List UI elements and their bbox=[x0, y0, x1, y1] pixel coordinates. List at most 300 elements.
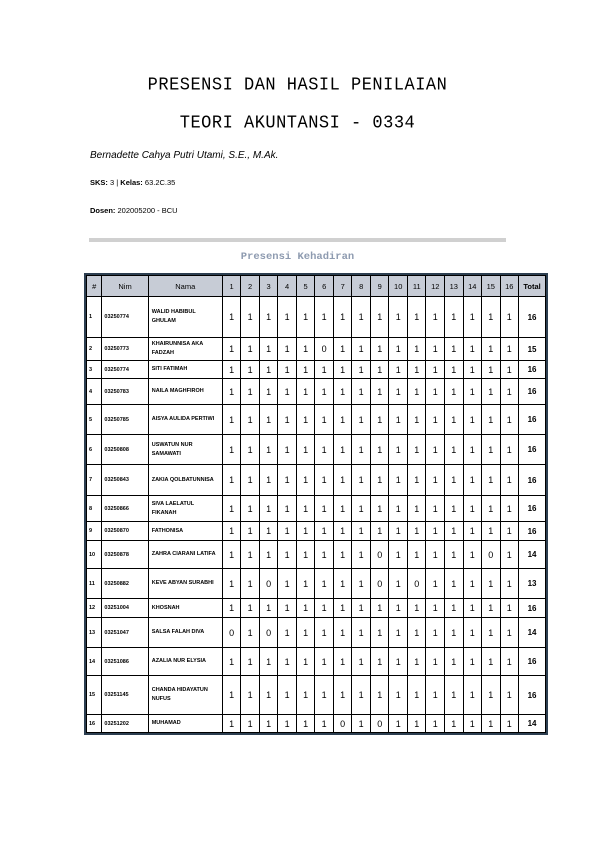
attendance-cell: 1 bbox=[426, 297, 445, 338]
attendance-cell: 1 bbox=[482, 435, 501, 465]
attendance-cell: 1 bbox=[445, 618, 464, 648]
attendance-cell: 1 bbox=[426, 618, 445, 648]
table-row bbox=[87, 297, 546, 338]
attendance-cell: 1 bbox=[352, 361, 371, 379]
column-header: 2 bbox=[241, 276, 260, 297]
attendance-cell: 1 bbox=[278, 541, 297, 569]
attendance-cell: 1 bbox=[407, 405, 426, 435]
attendance-total: 16 bbox=[519, 496, 546, 522]
attendance-cell: 1 bbox=[389, 338, 408, 361]
attendance-cell: 1 bbox=[482, 648, 501, 676]
table-header-row bbox=[87, 276, 546, 297]
attendance-cell: 0 bbox=[259, 569, 278, 599]
attendance-cell: 1 bbox=[370, 405, 389, 435]
attendance-total: 16 bbox=[519, 465, 546, 496]
attendance-cell: 1 bbox=[407, 435, 426, 465]
student-name: AISYA AULIDA PERTIWI bbox=[148, 405, 222, 435]
attendance-cell: 1 bbox=[426, 361, 445, 379]
attendance-cell: 1 bbox=[259, 715, 278, 733]
attendance-cell: 1 bbox=[352, 465, 371, 496]
student-nim: 03250808 bbox=[102, 435, 148, 465]
student-name: WALID HABIBUL GHULAM bbox=[148, 297, 222, 338]
attendance-cell: 1 bbox=[296, 599, 315, 618]
attendance-cell: 1 bbox=[500, 338, 519, 361]
row-number: 3 bbox=[87, 361, 102, 379]
attendance-total: 14 bbox=[519, 715, 546, 733]
attendance-cell: 1 bbox=[407, 361, 426, 379]
attendance-cell: 1 bbox=[278, 435, 297, 465]
attendance-cell: 1 bbox=[500, 522, 519, 541]
column-header: Nama bbox=[148, 276, 222, 297]
attendance-cell: 1 bbox=[278, 405, 297, 435]
column-header: 15 bbox=[482, 276, 501, 297]
attendance-cell: 1 bbox=[333, 338, 352, 361]
attendance-cell: 1 bbox=[389, 297, 408, 338]
attendance-cell: 1 bbox=[500, 541, 519, 569]
attendance-cell: 1 bbox=[315, 599, 334, 618]
attendance-cell: 1 bbox=[333, 435, 352, 465]
table-row bbox=[87, 496, 546, 522]
attendance-cell: 0 bbox=[407, 569, 426, 599]
attendance-cell: 1 bbox=[445, 405, 464, 435]
attendance-cell: 1 bbox=[222, 338, 241, 361]
attendance-cell: 1 bbox=[296, 522, 315, 541]
attendance-cell: 1 bbox=[315, 676, 334, 715]
attendance-cell: 1 bbox=[259, 599, 278, 618]
dosen-info bbox=[90, 206, 178, 215]
attendance-cell: 1 bbox=[500, 569, 519, 599]
attendance-cell: 1 bbox=[463, 405, 482, 435]
attendance-cell: 1 bbox=[222, 435, 241, 465]
attendance-cell: 1 bbox=[389, 435, 408, 465]
attendance-cell: 1 bbox=[389, 496, 408, 522]
attendance-cell: 1 bbox=[352, 338, 371, 361]
column-header: Total bbox=[519, 276, 546, 297]
attendance-cell: 1 bbox=[352, 297, 371, 338]
attendance-cell: 1 bbox=[500, 297, 519, 338]
attendance-cell: 1 bbox=[296, 297, 315, 338]
attendance-cell: 1 bbox=[500, 465, 519, 496]
attendance-cell: 1 bbox=[463, 379, 482, 405]
attendance-cell: 1 bbox=[222, 297, 241, 338]
column-header: 14 bbox=[463, 276, 482, 297]
attendance-cell: 1 bbox=[407, 648, 426, 676]
attendance-cell: 1 bbox=[426, 338, 445, 361]
attendance-cell: 1 bbox=[407, 715, 426, 733]
attendance-cell: 1 bbox=[315, 715, 334, 733]
attendance-cell: 1 bbox=[463, 435, 482, 465]
student-nim: 03250882 bbox=[102, 569, 148, 599]
attendance-cell: 1 bbox=[296, 338, 315, 361]
attendance-cell: 1 bbox=[259, 648, 278, 676]
row-number: 12 bbox=[87, 599, 102, 618]
attendance-cell: 1 bbox=[463, 569, 482, 599]
attendance-cell: 1 bbox=[445, 496, 464, 522]
attendance-cell: 1 bbox=[333, 361, 352, 379]
attendance-cell: 1 bbox=[426, 435, 445, 465]
attendance-cell: 1 bbox=[482, 599, 501, 618]
attendance-cell: 1 bbox=[296, 715, 315, 733]
student-name: MUHAMAD bbox=[148, 715, 222, 733]
attendance-cell: 1 bbox=[222, 522, 241, 541]
attendance-cell: 1 bbox=[222, 599, 241, 618]
column-header: 6 bbox=[315, 276, 334, 297]
attendance-total: 16 bbox=[519, 405, 546, 435]
student-name: CHANDA HIDAYATUN NUFUS bbox=[148, 676, 222, 715]
column-header: Nim bbox=[102, 276, 148, 297]
attendance-cell: 1 bbox=[333, 465, 352, 496]
attendance-cell: 1 bbox=[278, 599, 297, 618]
attendance-cell: 1 bbox=[445, 569, 464, 599]
attendance-cell: 1 bbox=[352, 676, 371, 715]
attendance-cell: 1 bbox=[370, 496, 389, 522]
attendance-cell: 1 bbox=[241, 465, 260, 496]
attendance-cell: 1 bbox=[333, 496, 352, 522]
attendance-cell: 1 bbox=[426, 676, 445, 715]
attendance-cell: 1 bbox=[296, 405, 315, 435]
attendance-cell: 1 bbox=[259, 338, 278, 361]
attendance-cell: 1 bbox=[222, 676, 241, 715]
attendance-cell: 1 bbox=[389, 361, 408, 379]
attendance-cell: 1 bbox=[315, 465, 334, 496]
attendance-cell: 1 bbox=[370, 435, 389, 465]
attendance-cell: 1 bbox=[278, 676, 297, 715]
attendance-cell: 1 bbox=[463, 297, 482, 338]
attendance-cell: 1 bbox=[278, 715, 297, 733]
attendance-cell: 1 bbox=[407, 338, 426, 361]
attendance-cell: 1 bbox=[241, 338, 260, 361]
attendance-cell: 1 bbox=[222, 379, 241, 405]
table-row bbox=[87, 676, 546, 715]
attendance-cell: 0 bbox=[370, 569, 389, 599]
attendance-cell: 1 bbox=[445, 338, 464, 361]
attendance-cell: 1 bbox=[241, 405, 260, 435]
student-nim: 03250774 bbox=[102, 361, 148, 379]
attendance-cell: 1 bbox=[389, 676, 408, 715]
student-nim: 03251004 bbox=[102, 599, 148, 618]
attendance-cell: 1 bbox=[296, 569, 315, 599]
attendance-cell: 1 bbox=[278, 648, 297, 676]
attendance-cell: 1 bbox=[370, 599, 389, 618]
attendance-cell: 1 bbox=[278, 618, 297, 648]
attendance-cell: 1 bbox=[370, 379, 389, 405]
column-header: 9 bbox=[370, 276, 389, 297]
attendance-cell: 1 bbox=[278, 465, 297, 496]
attendance-cell: 1 bbox=[500, 361, 519, 379]
attendance-cell: 1 bbox=[426, 569, 445, 599]
attendance-cell: 1 bbox=[445, 361, 464, 379]
student-name: KEVE ABYAN SURABHI bbox=[148, 569, 222, 599]
table-row bbox=[87, 541, 546, 569]
attendance-cell: 1 bbox=[296, 379, 315, 405]
attendance-cell: 1 bbox=[352, 435, 371, 465]
attendance-cell: 1 bbox=[407, 379, 426, 405]
attendance-total: 14 bbox=[519, 541, 546, 569]
attendance-cell: 1 bbox=[259, 379, 278, 405]
attendance-cell: 1 bbox=[352, 522, 371, 541]
attendance-cell: 1 bbox=[333, 522, 352, 541]
attendance-cell: 1 bbox=[463, 496, 482, 522]
student-name: KHOSNAH bbox=[148, 599, 222, 618]
attendance-cell: 1 bbox=[222, 648, 241, 676]
student-nim: 03250843 bbox=[102, 465, 148, 496]
attendance-cell: 1 bbox=[482, 465, 501, 496]
attendance-cell: 1 bbox=[407, 541, 426, 569]
attendance-cell: 1 bbox=[333, 541, 352, 569]
attendance-cell: 1 bbox=[463, 618, 482, 648]
dosen-label: Dosen: bbox=[90, 206, 116, 215]
row-number: 8 bbox=[87, 496, 102, 522]
attendance-cell: 1 bbox=[482, 338, 501, 361]
column-header: 4 bbox=[278, 276, 297, 297]
divider bbox=[89, 238, 506, 242]
attendance-cell: 1 bbox=[296, 648, 315, 676]
attendance-cell: 1 bbox=[445, 541, 464, 569]
student-name: USWATUN NUR SAMAWATI bbox=[148, 435, 222, 465]
attendance-cell: 1 bbox=[296, 465, 315, 496]
attendance-total: 16 bbox=[519, 648, 546, 676]
attendance-cell: 1 bbox=[426, 599, 445, 618]
dosen-value: 202005200 - BCU bbox=[115, 206, 178, 215]
attendance-cell: 1 bbox=[352, 618, 371, 648]
table-row bbox=[87, 435, 546, 465]
attendance-cell: 0 bbox=[259, 618, 278, 648]
attendance-cell: 1 bbox=[370, 618, 389, 648]
attendance-cell: 1 bbox=[259, 522, 278, 541]
attendance-cell: 1 bbox=[445, 715, 464, 733]
attendance-cell: 1 bbox=[296, 541, 315, 569]
attendance-cell: 1 bbox=[241, 648, 260, 676]
attendance-cell: 0 bbox=[482, 541, 501, 569]
attendance-cell: 1 bbox=[333, 648, 352, 676]
attendance-cell: 1 bbox=[482, 405, 501, 435]
student-nim: 03250878 bbox=[102, 541, 148, 569]
attendance-cell: 1 bbox=[370, 648, 389, 676]
attendance-cell: 1 bbox=[370, 297, 389, 338]
attendance-cell: 1 bbox=[333, 618, 352, 648]
column-header: # bbox=[87, 276, 102, 297]
row-number: 5 bbox=[87, 405, 102, 435]
attendance-cell: 1 bbox=[315, 522, 334, 541]
attendance-cell: 1 bbox=[352, 648, 371, 676]
row-number: 2 bbox=[87, 338, 102, 361]
attendance-table bbox=[86, 275, 546, 733]
attendance-cell: 1 bbox=[296, 676, 315, 715]
attendance-cell: 1 bbox=[426, 405, 445, 435]
row-number: 7 bbox=[87, 465, 102, 496]
attendance-cell: 1 bbox=[389, 715, 408, 733]
attendance-cell: 0 bbox=[333, 715, 352, 733]
attendance-cell: 1 bbox=[296, 618, 315, 648]
attendance-cell: 1 bbox=[259, 541, 278, 569]
attendance-cell: 1 bbox=[278, 338, 297, 361]
attendance-total: 16 bbox=[519, 297, 546, 338]
attendance-cell: 1 bbox=[259, 297, 278, 338]
attendance-cell: 1 bbox=[482, 361, 501, 379]
attendance-cell: 1 bbox=[352, 715, 371, 733]
attendance-cell: 1 bbox=[445, 522, 464, 541]
course-title: TEORI AKUNTANSI - 0334 bbox=[179, 113, 416, 134]
attendance-cell: 1 bbox=[463, 361, 482, 379]
row-number: 1 bbox=[87, 297, 102, 338]
table-row bbox=[87, 405, 546, 435]
attendance-cell: 1 bbox=[222, 496, 241, 522]
student-nim: 03251047 bbox=[102, 618, 148, 648]
attendance-cell: 1 bbox=[259, 676, 278, 715]
attendance-cell: 1 bbox=[241, 618, 260, 648]
attendance-cell: 1 bbox=[241, 379, 260, 405]
attendance-cell: 1 bbox=[500, 676, 519, 715]
attendance-cell: 1 bbox=[370, 522, 389, 541]
attendance-cell: 1 bbox=[389, 569, 408, 599]
attendance-cell: 1 bbox=[315, 496, 334, 522]
attendance-cell: 1 bbox=[352, 379, 371, 405]
attendance-cell: 1 bbox=[241, 715, 260, 733]
attendance-cell: 1 bbox=[259, 405, 278, 435]
student-name: SITI FATIMAH bbox=[148, 361, 222, 379]
table-row bbox=[87, 569, 546, 599]
attendance-cell: 1 bbox=[445, 599, 464, 618]
row-number: 10 bbox=[87, 541, 102, 569]
student-name: NAILA MAGHFIROH bbox=[148, 379, 222, 405]
attendance-cell: 1 bbox=[463, 599, 482, 618]
attendance-cell: 1 bbox=[463, 715, 482, 733]
student-nim: 03250866 bbox=[102, 496, 148, 522]
attendance-cell: 0 bbox=[370, 541, 389, 569]
attendance-cell: 1 bbox=[500, 379, 519, 405]
attendance-cell: 1 bbox=[278, 379, 297, 405]
column-header: 1 bbox=[222, 276, 241, 297]
attendance-cell: 1 bbox=[296, 361, 315, 379]
attendance-cell: 1 bbox=[445, 297, 464, 338]
column-header: 5 bbox=[296, 276, 315, 297]
attendance-cell: 1 bbox=[426, 648, 445, 676]
attendance-cell: 1 bbox=[222, 361, 241, 379]
lecturer-name: Bernadette Cahya Putri Utami, S.E., M.Ak. bbox=[90, 150, 279, 161]
attendance-cell: 1 bbox=[333, 599, 352, 618]
table-row bbox=[87, 338, 546, 361]
attendance-cell: 1 bbox=[241, 541, 260, 569]
attendance-cell: 1 bbox=[315, 435, 334, 465]
attendance-cell: 1 bbox=[241, 522, 260, 541]
column-header: 3 bbox=[259, 276, 278, 297]
attendance-cell: 1 bbox=[241, 569, 260, 599]
attendance-total: 14 bbox=[519, 618, 546, 648]
attendance-cell: 1 bbox=[426, 522, 445, 541]
attendance-cell: 1 bbox=[482, 618, 501, 648]
attendance-cell: 1 bbox=[407, 522, 426, 541]
attendance-cell: 1 bbox=[241, 435, 260, 465]
student-nim: 03251086 bbox=[102, 648, 148, 676]
attendance-cell: 1 bbox=[296, 435, 315, 465]
row-number: 4 bbox=[87, 379, 102, 405]
attendance-cell: 1 bbox=[370, 465, 389, 496]
attendance-cell: 1 bbox=[463, 541, 482, 569]
attendance-cell: 1 bbox=[278, 496, 297, 522]
class-info bbox=[90, 178, 175, 187]
attendance-cell: 1 bbox=[445, 435, 464, 465]
attendance-cell: 1 bbox=[278, 569, 297, 599]
attendance-cell: 1 bbox=[352, 541, 371, 569]
attendance-cell: 1 bbox=[445, 676, 464, 715]
attendance-cell: 1 bbox=[370, 361, 389, 379]
attendance-total: 16 bbox=[519, 522, 546, 541]
attendance-cell: 1 bbox=[482, 522, 501, 541]
attendance-cell: 1 bbox=[407, 297, 426, 338]
attendance-cell: 1 bbox=[278, 361, 297, 379]
row-number: 13 bbox=[87, 618, 102, 648]
attendance-cell: 1 bbox=[259, 361, 278, 379]
column-header: 11 bbox=[407, 276, 426, 297]
row-number: 15 bbox=[87, 676, 102, 715]
attendance-cell: 1 bbox=[315, 618, 334, 648]
attendance-cell: 1 bbox=[500, 405, 519, 435]
attendance-cell: 1 bbox=[500, 435, 519, 465]
attendance-cell: 1 bbox=[463, 648, 482, 676]
attendance-cell: 1 bbox=[482, 715, 501, 733]
attendance-cell: 1 bbox=[241, 361, 260, 379]
attendance-cell: 1 bbox=[463, 338, 482, 361]
attendance-total: 16 bbox=[519, 676, 546, 715]
attendance-cell: 1 bbox=[389, 465, 408, 496]
attendance-cell: 1 bbox=[500, 648, 519, 676]
attendance-cell: 1 bbox=[426, 496, 445, 522]
attendance-cell: 1 bbox=[352, 405, 371, 435]
student-name: SIVA LAELATUL FIKANAH bbox=[148, 496, 222, 522]
column-header: 7 bbox=[333, 276, 352, 297]
attendance-cell: 1 bbox=[315, 541, 334, 569]
sks-value: 3 | bbox=[107, 178, 121, 187]
column-header: 8 bbox=[352, 276, 371, 297]
attendance-cell: 1 bbox=[482, 379, 501, 405]
attendance-cell: 1 bbox=[241, 297, 260, 338]
student-name: ZAHRA CIARANI LATIFA bbox=[148, 541, 222, 569]
table-row bbox=[87, 379, 546, 405]
attendance-cell: 1 bbox=[241, 496, 260, 522]
attendance-cell: 1 bbox=[426, 465, 445, 496]
attendance-cell: 1 bbox=[315, 405, 334, 435]
attendance-cell: 1 bbox=[278, 297, 297, 338]
attendance-total: 13 bbox=[519, 569, 546, 599]
attendance-cell: 1 bbox=[426, 541, 445, 569]
attendance-cell: 1 bbox=[482, 569, 501, 599]
student-nim: 03250773 bbox=[102, 338, 148, 361]
attendance-cell: 1 bbox=[222, 405, 241, 435]
attendance-total: 16 bbox=[519, 599, 546, 618]
attendance-cell: 0 bbox=[222, 618, 241, 648]
attendance-cell: 1 bbox=[352, 569, 371, 599]
attendance-cell: 0 bbox=[370, 715, 389, 733]
attendance-cell: 1 bbox=[482, 496, 501, 522]
attendance-cell: 1 bbox=[389, 379, 408, 405]
attendance-cell: 1 bbox=[389, 599, 408, 618]
student-nim: 03251145 bbox=[102, 676, 148, 715]
row-number: 16 bbox=[87, 715, 102, 733]
table-row bbox=[87, 648, 546, 676]
student-name: SALSA FALAH DIVA bbox=[148, 618, 222, 648]
kelas-value: 63.2C.35 bbox=[142, 178, 176, 187]
table-row bbox=[87, 465, 546, 496]
sks-label: SKS: bbox=[90, 178, 108, 187]
attendance-cell: 1 bbox=[333, 569, 352, 599]
attendance-cell: 1 bbox=[278, 522, 297, 541]
column-header: 13 bbox=[445, 276, 464, 297]
student-name: ZAKIA QOLBATUNNISA bbox=[148, 465, 222, 496]
attendance-cell: 1 bbox=[463, 676, 482, 715]
student-nim: 03250785 bbox=[102, 405, 148, 435]
attendance-cell: 1 bbox=[333, 676, 352, 715]
row-number: 6 bbox=[87, 435, 102, 465]
